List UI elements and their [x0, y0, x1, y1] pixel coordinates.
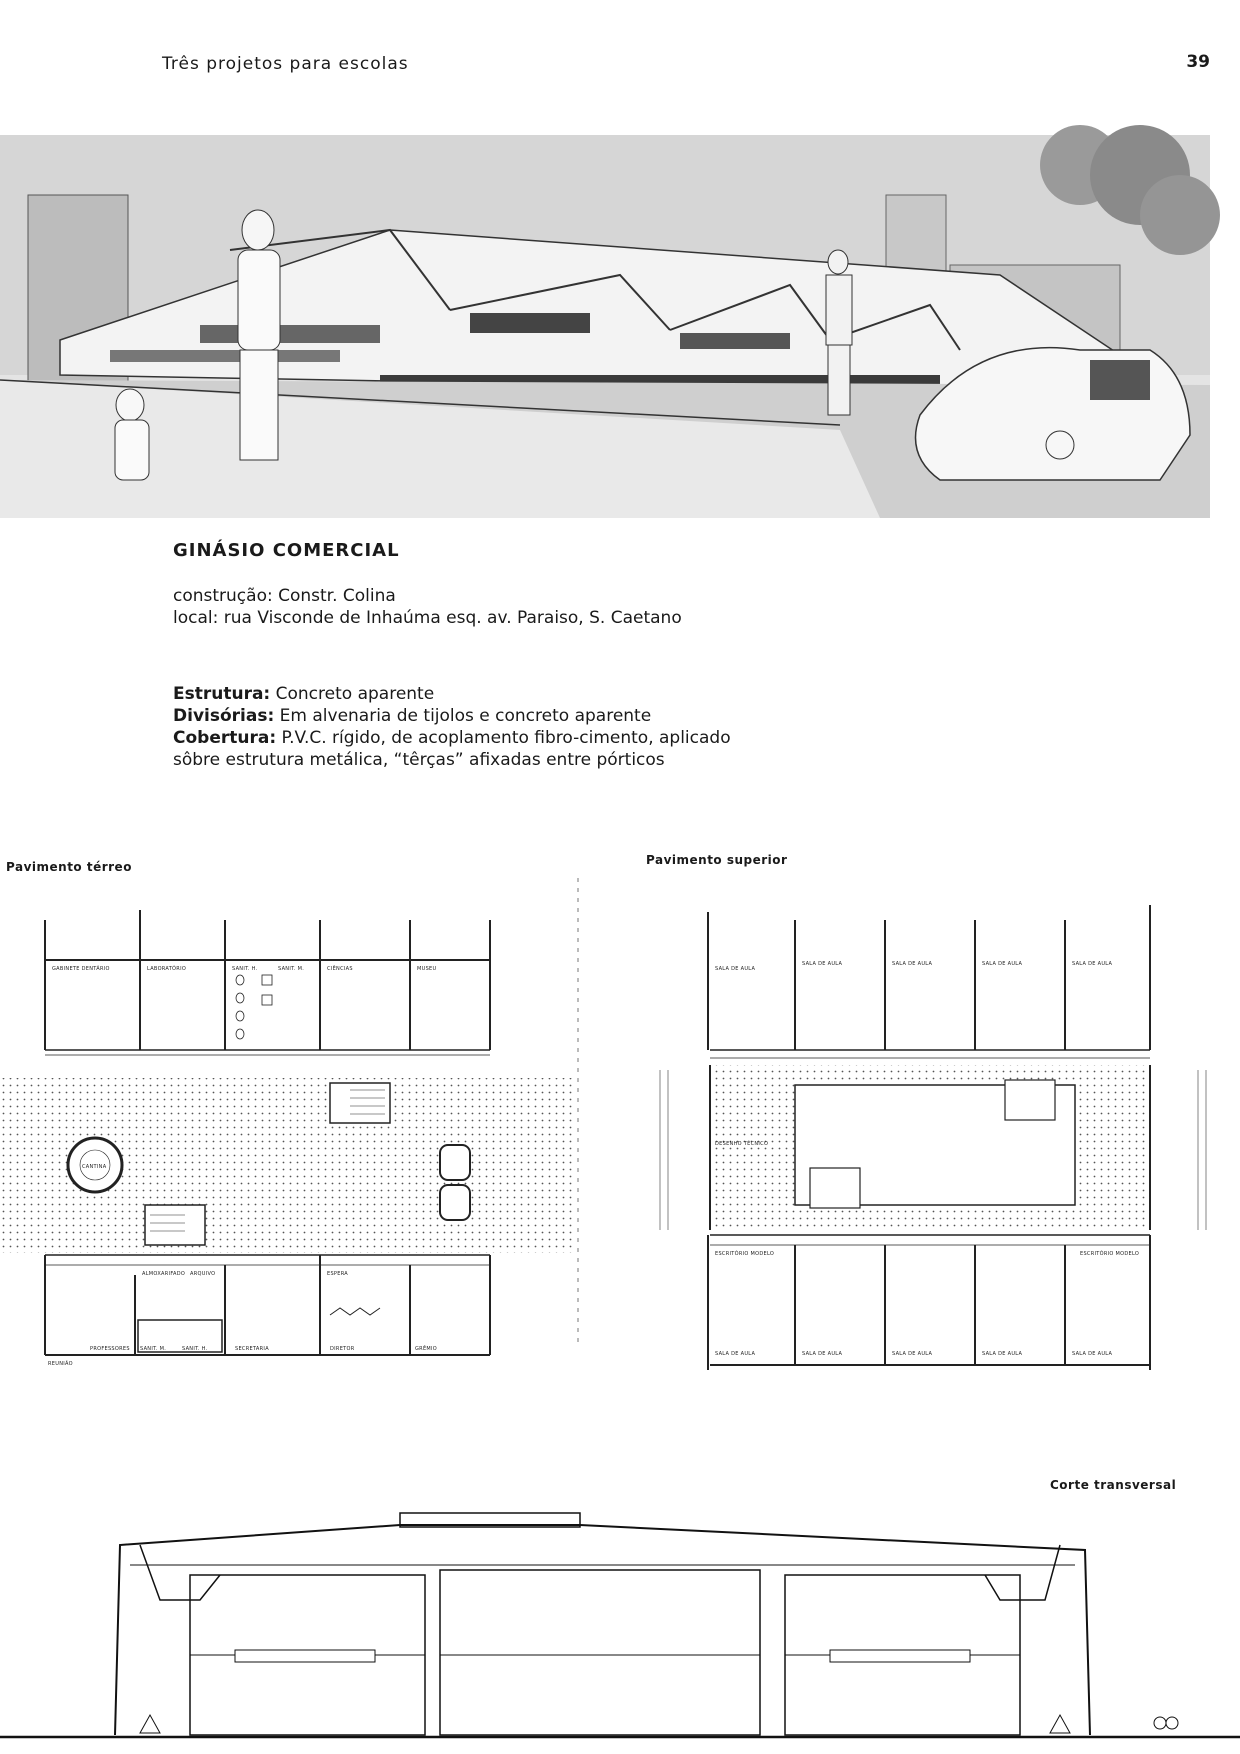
room-label: MUSEU: [417, 966, 437, 972]
location-line: [173, 607, 813, 629]
room-label: GABINETE DENTÁRIO: [52, 966, 110, 972]
room-label: SALA DE AULA: [1072, 1351, 1113, 1357]
spec-label: Estrutura:: [173, 684, 271, 704]
room-label: GRÊMIO: [415, 1346, 438, 1352]
upper-floor-label: Pavimento superior: [646, 853, 788, 867]
cross-section-drawing: [0, 1505, 1240, 1745]
project-credits: [173, 585, 813, 629]
spec-roof: [173, 727, 733, 771]
ground-floor-plan: [0, 900, 575, 1367]
room-label: SANIT. H.: [182, 1346, 208, 1352]
room-label: SALA DE AULA: [982, 1351, 1023, 1357]
room-label: SALA DE AULA: [715, 1351, 756, 1357]
room-label: SANIT. H.: [232, 966, 258, 972]
room-label: PROFESSORES: [90, 1346, 130, 1352]
spec-structure: [173, 683, 733, 705]
room-label: SALA DE AULA: [892, 1351, 933, 1357]
room-label: ALMOXARIFADO: [142, 1271, 186, 1277]
running-title: Três projetos para escolas: [162, 54, 409, 74]
page-number: 39: [1186, 52, 1210, 72]
perspective-illustration: [0, 135, 1210, 518]
room-label: SALA DE AULA: [982, 961, 1023, 967]
construction-label: construção:: [173, 586, 273, 606]
room-label: DIRETOR: [330, 1346, 355, 1352]
spec-partitions: [173, 705, 733, 727]
room-label: SANIT. M.: [278, 966, 305, 972]
room-label: REUNIÃO: [48, 1361, 73, 1367]
plan-divider: [576, 878, 580, 1348]
spec-value: P.V.C. rígido, de acoplamento fibro-cimento, aplicado sôbre estrutura metálica, “têrças” afixadas entre pórticos: [173, 728, 731, 770]
room-label: SALA DE AULA: [802, 961, 843, 967]
room-label: DESENHO TÉCNICO: [715, 1141, 769, 1147]
room-label: SALA DE AULA: [1072, 961, 1113, 967]
room-label: ARQUIVO: [190, 1271, 216, 1277]
construction-value: Constr. Colina: [278, 586, 396, 606]
location-label: local:: [173, 608, 219, 628]
location-value: rua Visconde de Inhaúma esq. av. Paraiso, S. Caetano: [223, 608, 682, 628]
room-label: SANIT. M.: [140, 1346, 167, 1352]
room-label: ESPERA: [327, 1271, 348, 1277]
spec-label: Divisórias:: [173, 706, 275, 726]
construction-line: [173, 585, 813, 607]
spec-value: Em alvenaria de tijolos e concreto aparente: [279, 706, 652, 726]
room-label: CIÊNCIAS: [327, 966, 353, 972]
section-label: Corte transversal: [1050, 1478, 1177, 1492]
ground-floor-label: Pavimento térreo: [6, 860, 132, 874]
upper-floor-plan: [650, 900, 1240, 1380]
room-label: SECRETARIA: [235, 1346, 269, 1352]
room-label: CANTINA: [82, 1164, 107, 1170]
spec-label: Cobertura:: [173, 728, 277, 748]
project-title: GINÁSIO COMERCIAL: [173, 540, 400, 561]
room-label: LABORATÓRIO: [147, 966, 187, 972]
room-label: ESCRITÓRIO MODELO: [715, 1251, 775, 1257]
room-label: SALA DE AULA: [715, 966, 756, 972]
spec-value: Concreto aparente: [275, 684, 435, 704]
room-label: SALA DE AULA: [802, 1351, 843, 1357]
room-label: ESCRITÓRIO MODELO: [1080, 1251, 1140, 1257]
specifications: [173, 683, 733, 771]
room-label: SALA DE AULA: [892, 961, 933, 967]
